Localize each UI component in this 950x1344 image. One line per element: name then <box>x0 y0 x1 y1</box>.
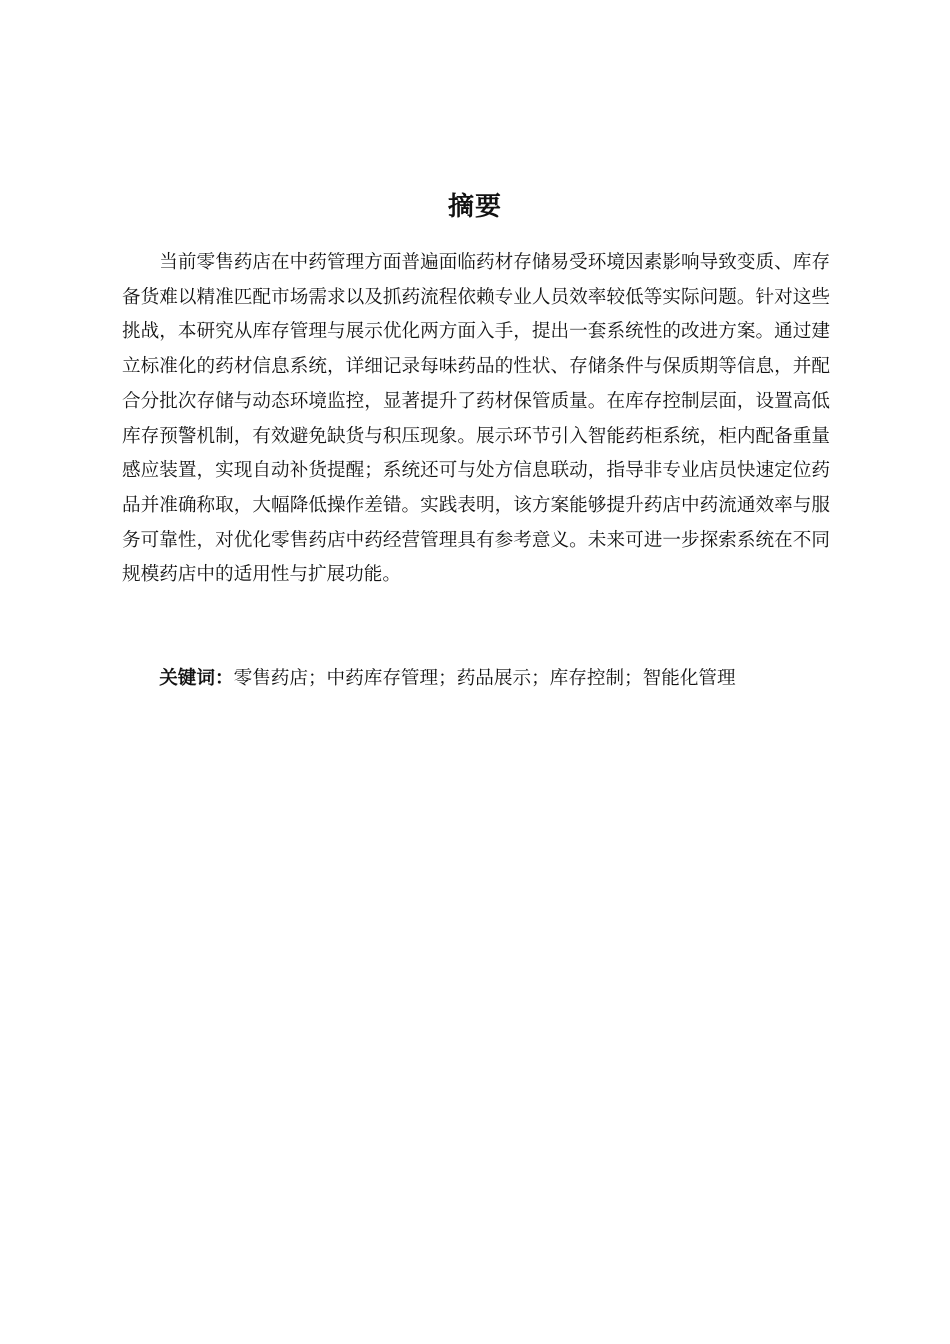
abstract-body: 当前零售药店在中药管理方面普遍面临药材存储易受环境因素影响导致变质、库存备货难以精准匹配市场需求以及抓药流程依赖专业人员效率较低等实际问题。针对这些挑战，本研究从库存管理与展示优化两方面入手，提出一套系统性的改进方案。通过建立标准化的药材信息系统，详细记录每味药品的性状、存储条件与保质期等信息，并配合分批次存储与动态环境监控，显著提升了药材保管质量。在库存控制层面，设置高低库存预警机制，有效避免缺货与积压现象。展示环节引入智能药柜系统，柜内配备重量感应装置，实现自动补货提醒；系统还可与处方信息联动，指导非专业店员快速定位药品并准确称取，大幅降低操作差错。实践表明，该方案能够提升药店中药流通效率与服务可靠性，对优化零售药店中药经营管理具有参考意义。未来可进一步探索系统在不同规模药店中的适用性与扩展功能。 <box>122 252 830 586</box>
keywords-line <box>122 662 830 696</box>
keywords-text: 零售药店；中药库存管理；药品展示；库存控制；智能化管理 <box>233 668 736 689</box>
abstract-title: 摘要 <box>447 192 502 222</box>
keywords-label: 关键词： <box>159 668 234 689</box>
